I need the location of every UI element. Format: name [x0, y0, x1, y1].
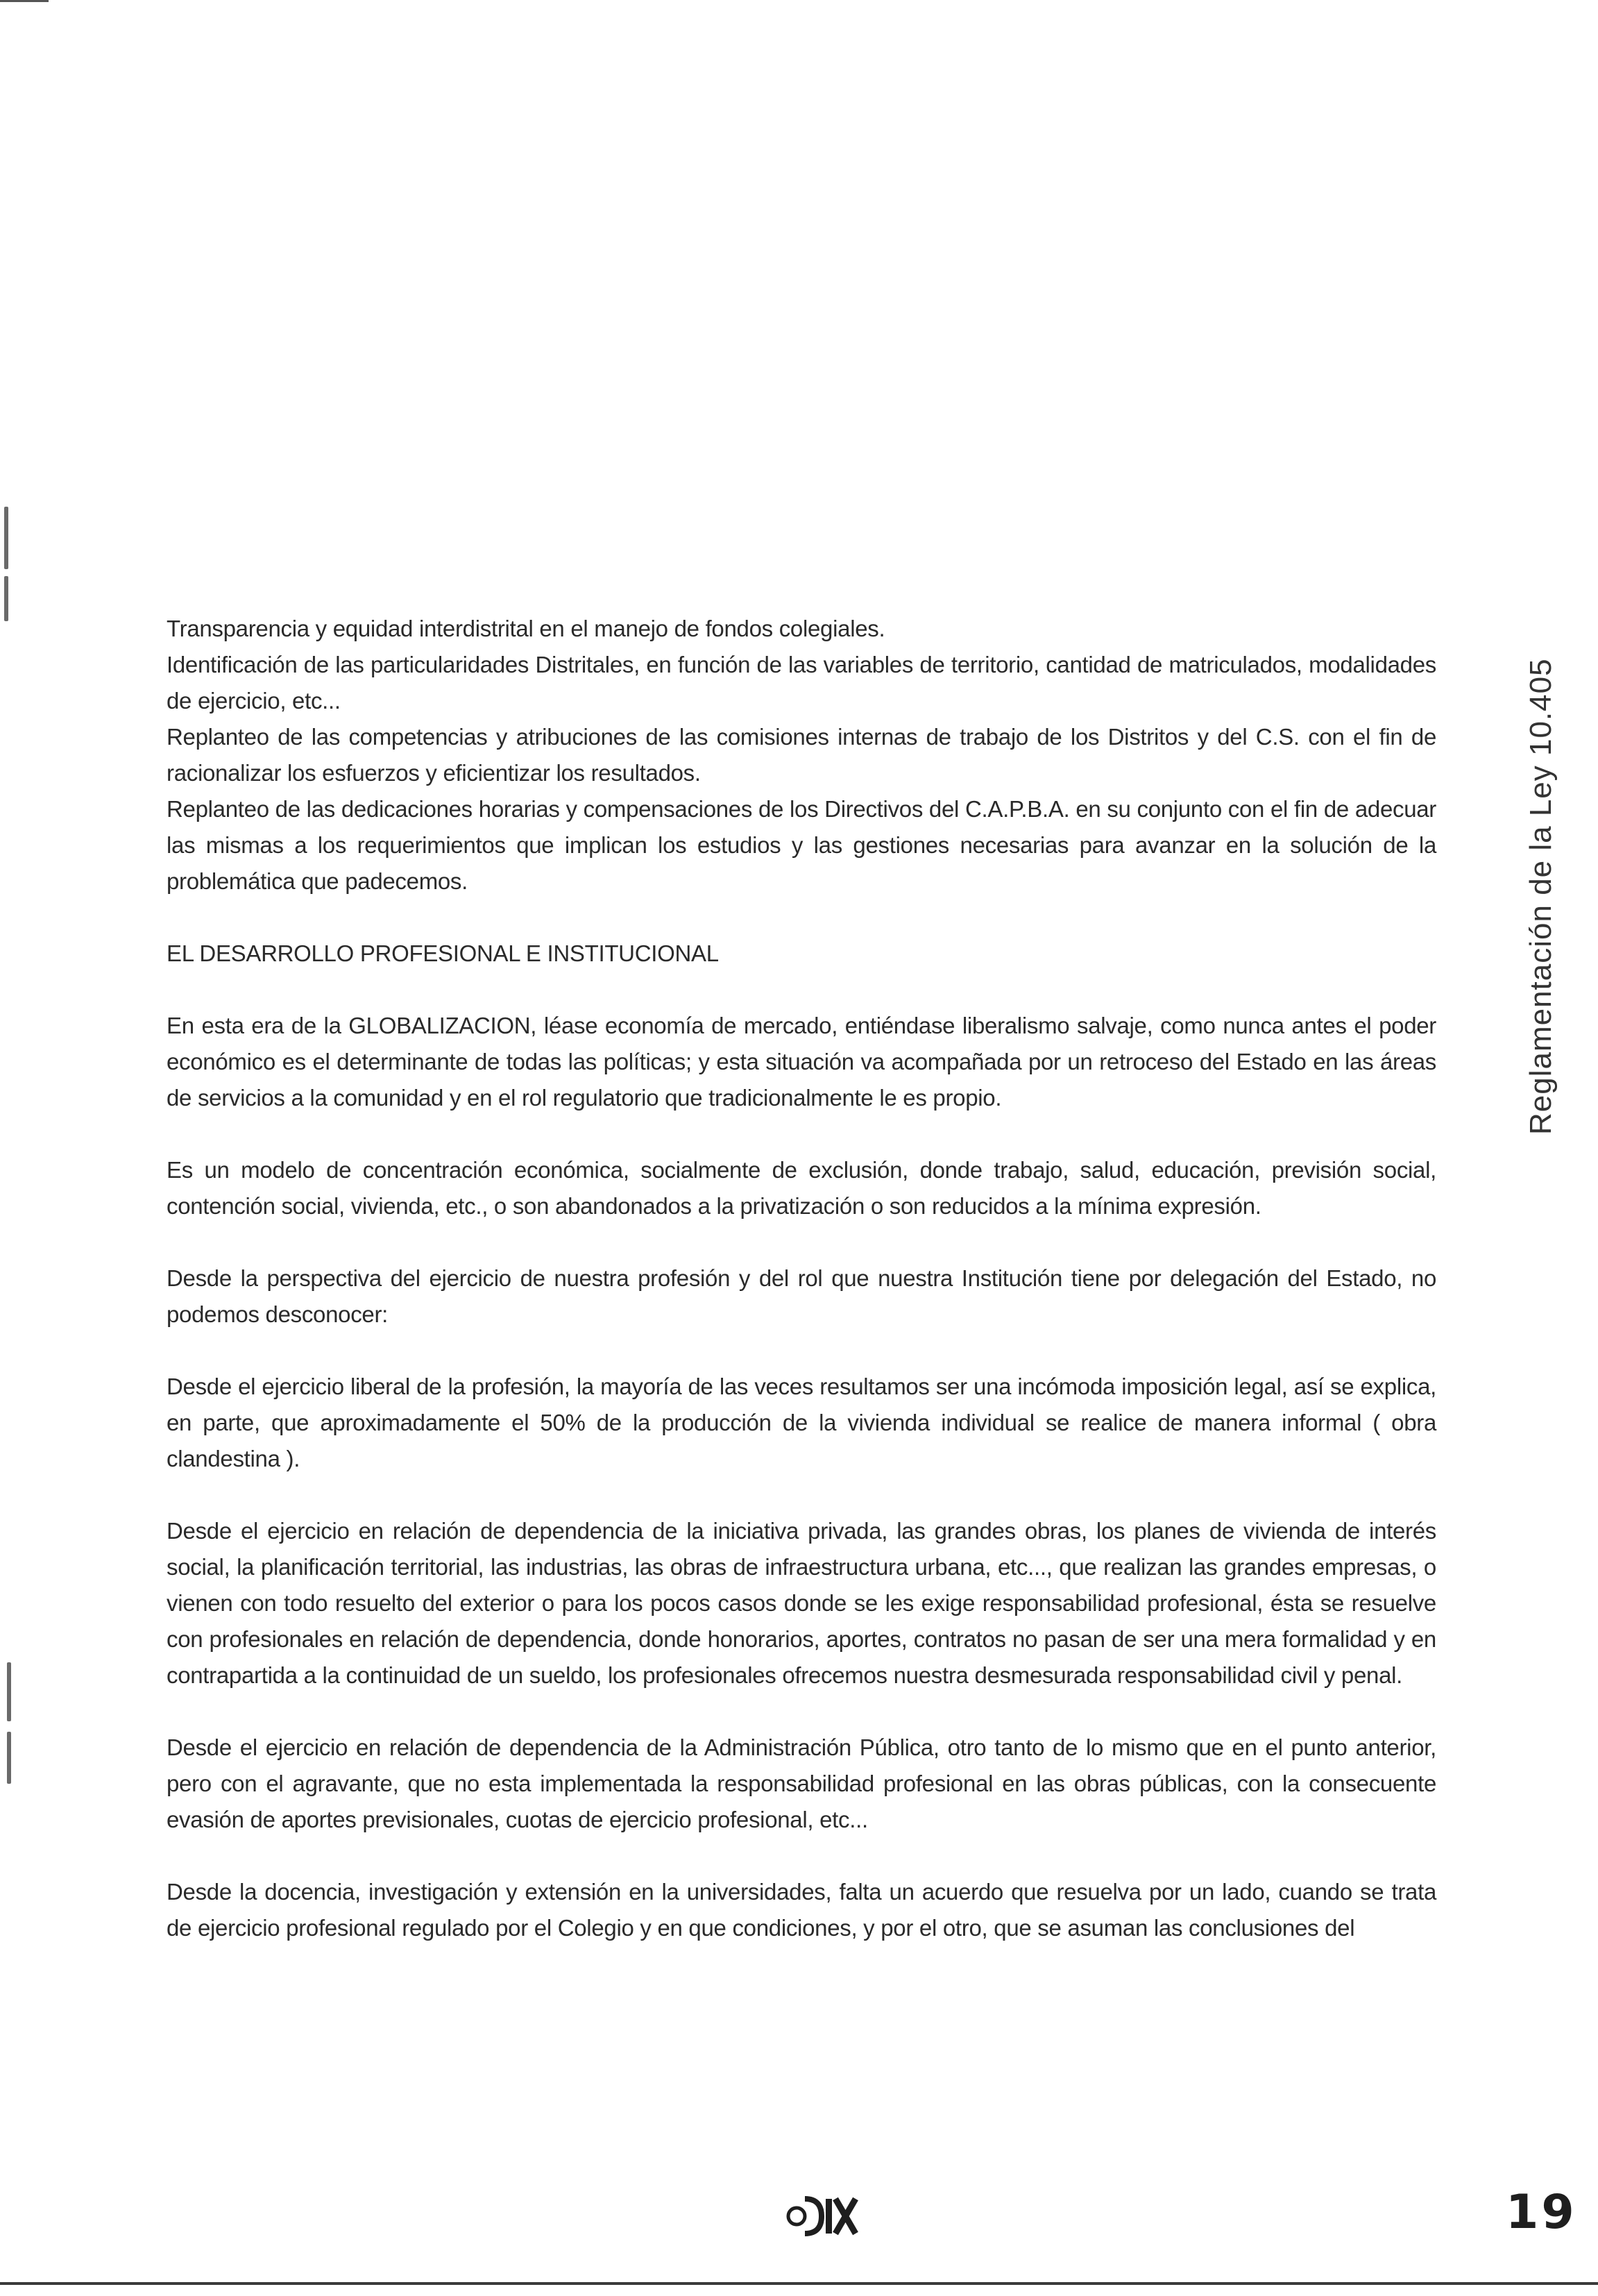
body-paragraph: Desde la perspectiva del ejercicio de nuestra profesión y del rol que nuestra Institución tiene por delegación del Estado, no podemos desconocer: [167, 1265, 1436, 1327]
binding-mark [4, 507, 8, 569]
capba-monogram-icon [783, 2192, 859, 2240]
body-paragraph: Es un modelo de concentración económica, socialmente de exclusión, donde trabajo, salud, educación, previsión social, contención social, vivienda, etc., o son abandonados a la privatización o son reducidos a la mínima expresión. [167, 1157, 1436, 1219]
document-body [167, 611, 1436, 1946]
page-edge-top [0, 0, 49, 2]
binding-mark [7, 1662, 11, 1721]
intro-paragraph: Identificación de las particularidades Distritales, en función de las variables de territorio, cantidad de matriculados, modalidades de ejercicio, etc... [167, 652, 1436, 714]
section-heading: EL DESARROLLO PROFESIONAL E INSTITUCIONAL [167, 940, 719, 966]
intro-paragraph: Transparencia y equidad interdistrital en el manejo de fondos colegiales. [167, 616, 885, 641]
body-paragraph: Desde el ejercicio en relación de dependencia de la Administración Pública, otro tanto de lo mismo que en el punto anterior, pero con el agravante, que no esta implementada la responsabilidad profesional en las obras públicas, con la consecuente evasión de aportes previsionales, cuotas de ejercicio profesional, etc... [167, 1734, 1436, 1832]
body-paragraph: Desde la docencia, investigación y extensión en la universidades, falta un acuerdo que resuelva por un lado, cuando se trata de ejercicio profesional regulado por el Colegio y en que condiciones, y por el otro, que se asuman las conclusiones del [167, 1879, 1436, 1941]
page-edge-bottom [0, 2282, 1598, 2285]
binding-mark [7, 1732, 11, 1784]
page-number: 19 [1506, 2185, 1577, 2240]
binding-mark [4, 576, 8, 621]
body-paragraph: Desde el ejercicio liberal de la profesión, la mayoría de las veces resultamos ser una incómoda imposición legal, así se explica, en parte, que aproximadamente el 50% de la producción de la vivienda individual se realice de manera informal ( obra clandestina ). [167, 1374, 1436, 1471]
intro-paragraph: Replanteo de las competencias y atribuciones de las comisiones internas de trabajo de los Distritos y del C.S. con el fin de racionalizar los esfuerzos y eficientizar los resultados. [167, 724, 1436, 786]
running-title-text: Reglamentación de la Ley 10.405 [1524, 658, 1558, 1135]
body-paragraph: Desde el ejercicio en relación de dependencia de la iniciativa privada, las grandes obras, los planes de vivienda de interés social, la planificación territorial, las industrias, las obras de infraestructura urbana, etc..., que realizan las grandes empresas, o vienen con todo resuelto del exterior o para los pocos casos donde se les exige responsabilidad profesional, ésta se resuelve con profesionales en relación de dependencia, donde honorarios, aportes, contratos no pasan de ser una mera formalidad y en contrapartida a la continuidad de un sueldo, los profesionales ofrecemos nuestra desmesurada responsabilidad civil y penal. [167, 1518, 1436, 1688]
intro-paragraph: Replanteo de las dedicaciones horarias y compensaciones de los Directivos del C.A.P.B.A. en su conjunto con el fin de adecuar las mismas a los requerimientos que implican los estudios y las gestiones necesarias para avanzar en la solución de la problemática que padecemos. [167, 796, 1436, 894]
body-paragraph: En esta era de la GLOBALIZACION, léase economía de mercado, entiéndase liberalismo salvaje, como nunca antes el poder económico es el determinante de todas las políticas; y esta situación va acompañada por un retroceso del Estado en las áreas de servicios a la comunidad y en el rol regulatorio que tradicionalmente le es propio. [167, 1013, 1436, 1111]
